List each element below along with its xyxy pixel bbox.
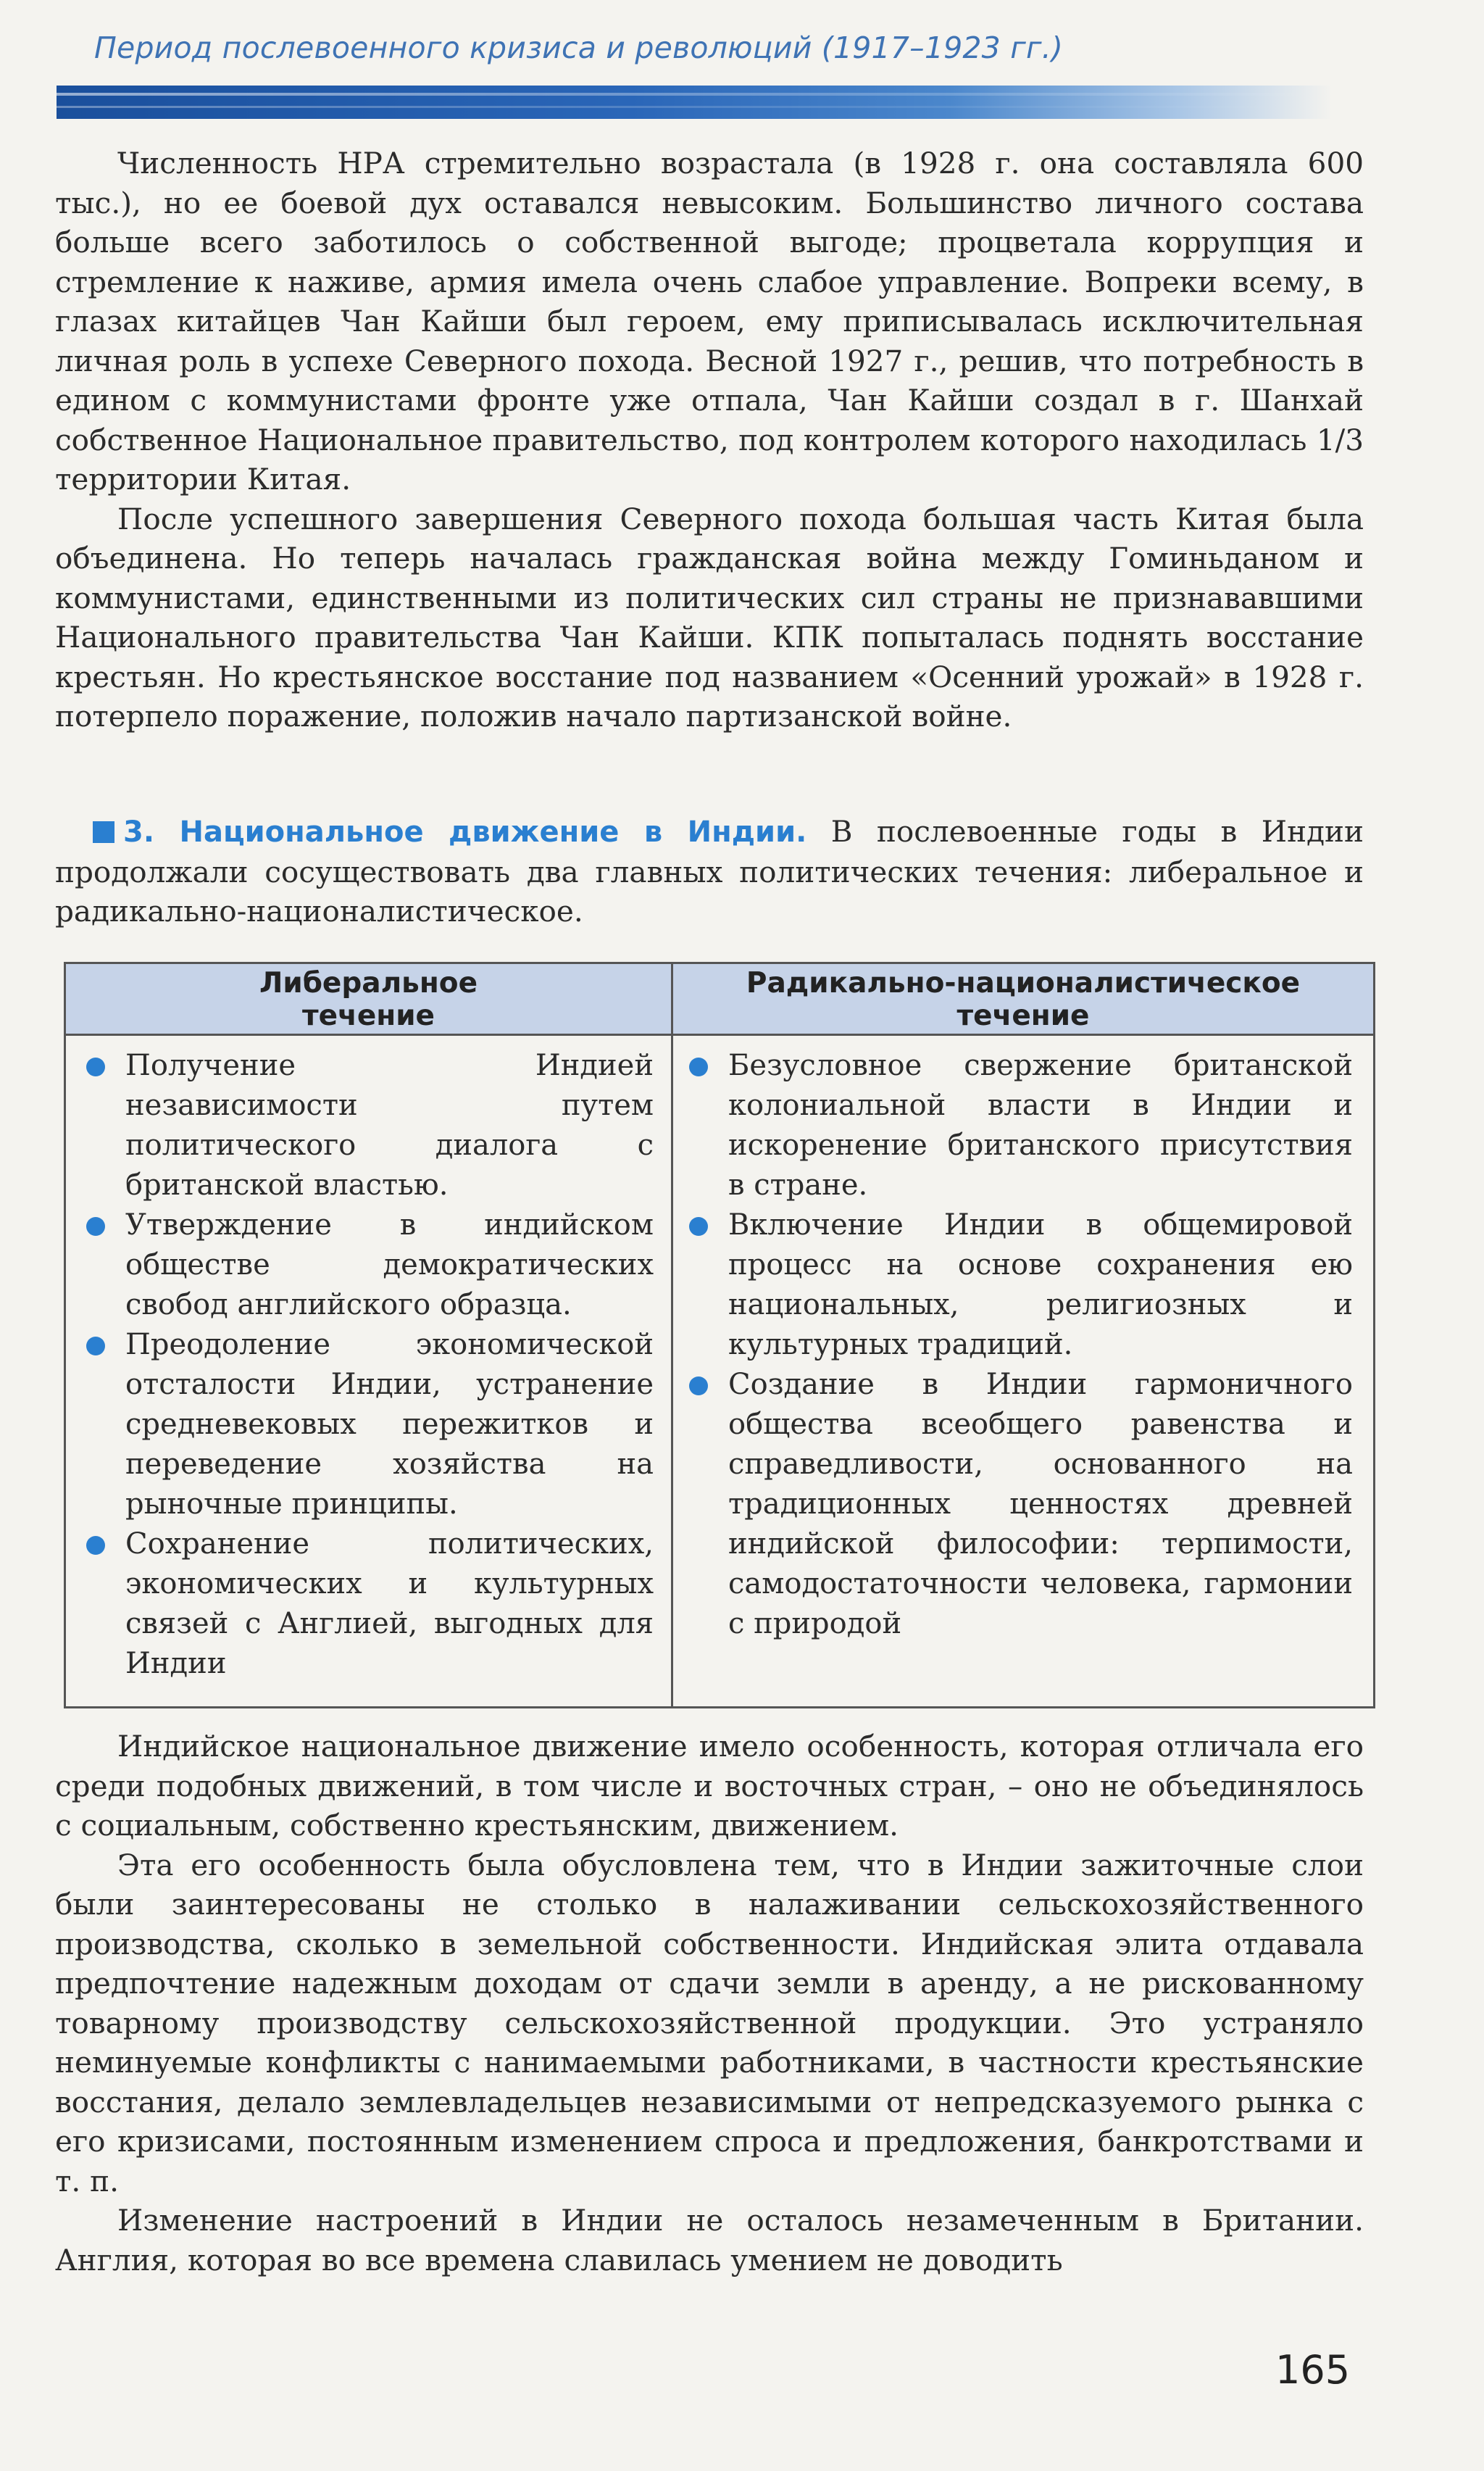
section-intro-text: В послевоенные годы в Индии продолжали сосуществовать два главных политических течения: либеральное и радикально-националистическое. [55, 814, 1364, 929]
page-number: 165 [1275, 2347, 1351, 2393]
item-text: Получение Индией независимости путем политического диалога с британской властью. [125, 1049, 654, 1202]
table-header-radical: Радикально-националистическое течение [673, 964, 1373, 1036]
table-list-item [86, 1524, 654, 1684]
section-intro [55, 812, 1364, 931]
header-decorative-band [57, 86, 1332, 119]
bullet-icon [689, 1376, 708, 1395]
table-list-item [689, 1205, 1353, 1365]
bullet-icon [689, 1058, 708, 1076]
paragraph: Индийское национальное движение имело особенность, которая отличала его среди подобных движений, в том числе и восточных стран, – оно не объединялось с социальным, собственно крестьянским, движением. [55, 1729, 1364, 1843]
table-list-item [689, 1365, 1353, 1644]
paragraph: Изменение настроений в Индии не осталось незамеченным в Британии. Англия, которая во все времена славилась умением не доводить [55, 2203, 1364, 2277]
table-list-item [86, 1325, 654, 1524]
paragraph: Эта его особенность была обусловлена тем, что в Индии зажиточные слои были заинтересованы не столько в налаживании сельскохозяйственного производства, сколько в земельной собственности. Индийская элита отдавала предпочтение надежным доходам от сдачи земли в аренду, а не рискованному товарному производству сельскохозяйственной продукции. Это устраняло неминуемые конфликты с нанимаемыми работниками, в частности крестьянские восстания, делало землевладельцев независимыми от непредсказуемого рынка с его кризисами, постоянным изменением спроса и предложения, банкротствами и т. п. [55, 1847, 1364, 2198]
bullet-icon [86, 1337, 105, 1355]
item-text: Безусловное свержение британской колониальной власти в Индии и искоренение британского присутствия в стране. [728, 1049, 1353, 1202]
item-text: Утверждение в индийском обществе демократических свобод английского образца. [125, 1208, 654, 1321]
item-text: Включение Индии в общемировой процесс на основе сохранения ею национальных, религиозных и культурных традиций. [728, 1208, 1353, 1361]
table-column-liberal [66, 1036, 673, 1706]
bullet-icon [689, 1217, 708, 1236]
item-text: Создание в Индии гармоничного общества всеобщего равенства и справедливости, основанного на традиционных ценностях древней индийской философии: терпимости, самодостаточности человека, гармонии с природой [728, 1368, 1353, 1640]
table-list-item [86, 1046, 654, 1205]
table-header-liberal: Либеральное течение [66, 964, 673, 1036]
table-list-item [86, 1205, 654, 1325]
item-text: Сохранение политических, экономических и культурных связей с Англией, выгодных для Индии [125, 1527, 654, 1680]
chapter-title: Период послевоенного кризиса и революций (1917–1923 гг.) [94, 30, 1064, 65]
body-text-bottom [55, 1727, 1364, 2280]
bullet-icon [86, 1217, 105, 1236]
bullet-icon [86, 1536, 105, 1555]
section-heading: 3. Национальное движение в Индии. [123, 815, 807, 849]
section-paragraph [55, 812, 1364, 931]
table-list-item [689, 1046, 1353, 1205]
item-text: Преодоление экономической отсталости Индии, устранение средневековых пережитков и переведение хозяйства на рыночные принципы. [125, 1328, 654, 1521]
bullet-icon [86, 1058, 105, 1076]
paragraph: Численность НРА стремительно возрастала (в 1928 г. она составляла 600 тыс.), но ее боевой дух оставался невысоким. Большинство личного состава больше всего заботилось о собственной выгоде; процветала коррупция и стремление к наживе, армия имела очень слабое управление. Вопреки всему, в глазах китайцев Чан Кайши был героем, ему приписывалась исключительная личная роль в успехе Северного похода. Весной 1927 г., решив, что потребность в едином с коммунистами фронте уже отпала, Чан Кайши создал в г. Шанхай собственное Национальное правительство, под контролем которого находилась 1/3 территории Китая. [55, 146, 1364, 497]
section-square-icon [93, 821, 114, 843]
paragraph: После успешного завершения Северного похода большая часть Китая была объединена. Но теперь началась гражданская война между Гоминьданом и коммунистами, единственными из политических сил страны не признававшими Национального правительства Чан Кайши. КПК попыталась поднять восстание крестьян. Но крестьянское восстание под названием «Осенний урожай» в 1928 г. потерпело поражение, положив начало партизанской войне. [55, 501, 1364, 734]
comparison-table [64, 962, 1375, 1708]
table-column-radical [673, 1036, 1373, 1706]
body-text-top [55, 144, 1364, 736]
